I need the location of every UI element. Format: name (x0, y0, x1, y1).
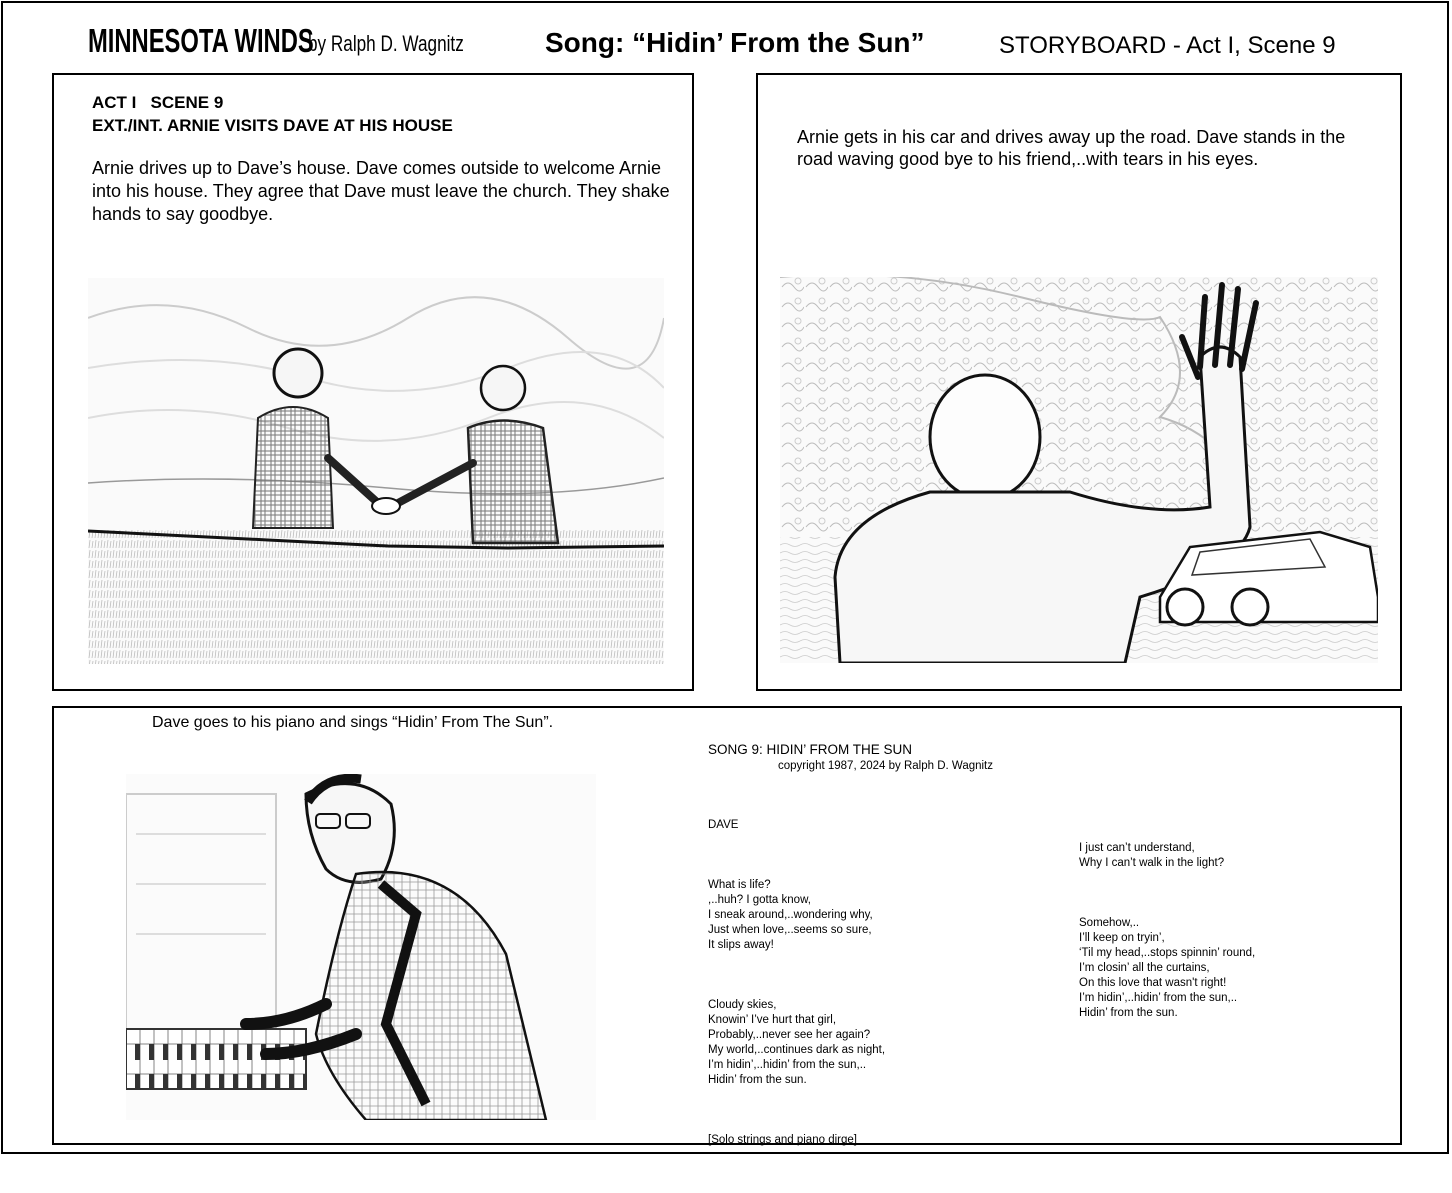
author-credit: by Ralph D. Wagnitz (308, 31, 464, 56)
waving-goodbye-sketch-image (780, 277, 1378, 663)
handshake-sketch-image (88, 278, 664, 664)
song-title-heading: Song: “Hidin’ From the Sun” (545, 27, 925, 58)
song-number-title: SONG 9: HIDIN’ FROM THE SUN (708, 742, 913, 757)
storyboard-label: STORYBOARD - Act I, Scene 9 (999, 32, 1336, 59)
song-copyright: copyright 1987, 2024 by Ralph D. Wagnitz (778, 760, 994, 772)
scene-slugline: EXT./INT. ARNIE VISITS DAVE AT HIS HOUSE (92, 116, 453, 135)
lyrics-character-name: DAVE (708, 819, 739, 831)
lyrics-verse: Cloudy skies, Knowin’ I’ve hurt that girl, Probably,..never see her again? My world,..continues dark as night, I’m hidin’,..hidin’ from the sun,.. Hidin’ from the sun. (708, 999, 886, 1086)
panel-3-description: Dave goes to his piano and sings “Hidin’ From The Sun”. (152, 714, 554, 731)
storyboard-panel-1 (52, 73, 694, 691)
stage-direction: [Solo strings and piano dirge] (708, 1134, 857, 1146)
panel-2-description: Arnie gets in his car and drives away up the road. Dave stands in the road waving good bye to his friend,..with tears in his eyes. (797, 127, 1346, 169)
lyrics-column-left (708, 788, 885, 1193)
panel-1-description: Arnie drives up to Dave’s house. Dave comes outside to welcome Arnie into his house. They agree that Dave must leave the church. They shake hands to say goodbye. (92, 158, 670, 224)
act-scene-line: ACT I SCENE 9 (92, 93, 224, 112)
storyboard-panel-2 (756, 73, 1402, 691)
lyrics-verse: Somehow,.. I’ll keep on tryin’, ‘Til my head,..stops spinnin’ round, I’m closin’ all the curtains, On this love that wasn't right! I’m hidin’,..hidin’ from the sun,.. Hidin’ from the sun. (1079, 917, 1256, 1019)
lyrics-verse: What is life? ,..huh? I gotta know, I sneak around,..wondering why, Just when love,..seems so sure, It slips away! (708, 879, 873, 951)
piano-singer-sketch-image (126, 774, 596, 1120)
storyboard-panel-3 (52, 706, 1402, 1145)
lyrics-column-right (1079, 811, 1255, 1066)
lyrics-verse: I just can’t understand, Why I can’t walk in the light? (1079, 842, 1225, 869)
production-title: MINNESOTA WINDS (88, 22, 314, 59)
scene-heading (92, 91, 453, 137)
